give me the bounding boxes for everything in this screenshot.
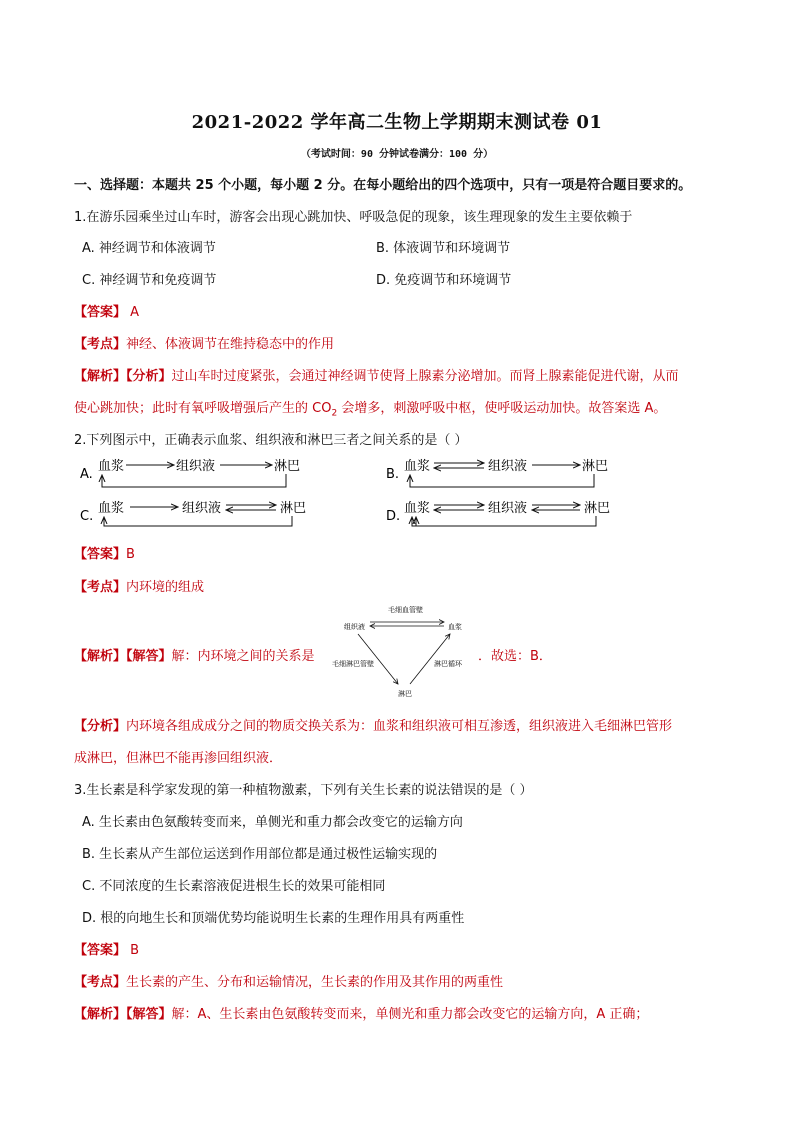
jiexi-tag: 【解析】【解答】 [74, 1007, 172, 1022]
node-plasma: 血浆 [404, 501, 431, 516]
q2-answer [74, 543, 135, 562]
node-tissue-fluid: 组织液 [488, 459, 528, 474]
label-lymph-circulation: 淋巴循环 [434, 660, 462, 668]
kaodian-tag: 【考点】 [74, 975, 127, 990]
node-plasma: 血浆 [448, 623, 462, 631]
jiexi-text-a: 使心跳加快；此时有氧呼吸增强后产生的 CO [74, 401, 332, 416]
q2-fenxi-line1 [74, 715, 672, 734]
q1-jiexi-line1 [74, 365, 679, 384]
node-lymph: 淋巴 [582, 459, 609, 474]
q2-stem: 2.下列图示中，正确表示血浆、组织液和淋巴三者之间关系的是（ ） [74, 433, 468, 448]
section-heading: 一、选择题：本题共 25 个小题，每小题 2 分。在每小题给出的四个选项中，只有一项是符合题目要求的。 [74, 178, 692, 193]
arrow [102, 474, 286, 487]
label-lymph-capillary-wall: 毛细淋巴管壁 [332, 660, 374, 668]
q1-stem: 1.在游乐园乘坐过山车时，游客会出现心跳加快、呼吸急促的现象，该生理现象的发生主要依赖于 [74, 210, 633, 225]
node-lymph: 淋巴 [398, 690, 412, 698]
diagram-b [386, 458, 608, 487]
node-tissue-fluid: 组织液 [344, 623, 365, 631]
q3-jiexi-line1 [74, 1003, 648, 1022]
q3-answer [74, 939, 139, 958]
node-lymph: 淋巴 [280, 501, 307, 516]
q1-jiexi-line2 [74, 397, 666, 419]
arrow [410, 634, 450, 684]
jiexi-tag: 【解析】【分析】 [74, 369, 172, 384]
q3-stem: 3.生长素是科学家发现的第一种植物激素，下列有关生长素的说法错误的是（ ） [74, 783, 533, 798]
q1-option-a: A. 神经调节和体液调节 [82, 241, 216, 256]
diagram-d [386, 500, 610, 526]
q1-option-c: C. 神经调节和免疫调节 [82, 273, 217, 288]
diagram-letter: A. [80, 467, 93, 482]
q3-option-a: A. 生长素由色氨酸转变而来，单侧光和重力都会改变它的运输方向 [82, 815, 463, 830]
arrow [358, 634, 398, 684]
co2-subscript: 2 [331, 408, 338, 419]
kaodian-text: 生长素的产生、分布和运输情况，生长素的作用及其作用的两重性 [126, 975, 504, 990]
answer-value: B [126, 943, 140, 958]
arrow [410, 474, 594, 487]
q2-kaodian [74, 576, 204, 595]
q1-option-b: B. 体液调节和环境调节 [376, 241, 511, 256]
node-lymph: 淋巴 [584, 501, 611, 516]
node-tissue-fluid: 组织液 [488, 501, 528, 516]
answer-tag: 【答案】 [74, 943, 127, 958]
page-title: 2021-2022 学年高二生物上学期期末测试卷 01 [191, 112, 603, 133]
kaodian-tag: 【考点】 [74, 580, 127, 595]
fenxi-text: 内环境各组成成分之间的物质交换关系为：血浆和组织液可相互渗透，组织液进入毛细淋巴管形 [126, 719, 673, 734]
kaodian-text: 内环境的组成 [126, 580, 205, 595]
answer-value: B [126, 547, 135, 562]
q3-kaodian [74, 971, 503, 990]
node-tissue-fluid: 组织液 [176, 459, 216, 474]
node-plasma: 血浆 [404, 459, 431, 474]
exam-info: （考试时间：90 分钟试卷满分：100 分） [300, 149, 494, 160]
q1-option-d: D. 免疫调节和环境调节 [376, 273, 512, 288]
arrow [104, 516, 292, 526]
q3-option-d: D. 根的向地生长和顶端优势均能说明生长素的生理作用具有两重性 [82, 911, 465, 926]
answer-tag: 【答案】 [74, 547, 127, 562]
fenxi-tag: 【分析】 [74, 719, 127, 734]
q2-jiexi-post: ．故选：B． [478, 649, 552, 664]
q1-answer [74, 301, 139, 320]
q2-diagrams [74, 452, 634, 528]
diagram-a [80, 458, 300, 487]
node-plasma: 血浆 [98, 459, 125, 474]
q2-jiexi [74, 645, 315, 664]
node-tissue-fluid: 组织液 [182, 501, 222, 516]
node-lymph: 淋巴 [274, 459, 301, 474]
kaodian-tag: 【考点】 [74, 337, 127, 352]
label-capillary-wall: 毛细血管壁 [388, 606, 423, 614]
kaodian-text: 神经、体液调节在维持稳态中的作用 [126, 337, 335, 352]
q3-option-b: B. 生长素从产生部位运送到作用部位都是通过极性运输实现的 [82, 847, 438, 862]
q1-kaodian [74, 333, 334, 352]
diagram-letter: B. [386, 467, 400, 482]
diagram-c [80, 500, 306, 526]
diagram-letter: C. [80, 509, 94, 524]
answer-value: A [126, 305, 140, 320]
q2-fenxi-line2: 成淋巴，但淋巴不能再渗回组织液． [74, 751, 283, 766]
jiexi-text: 解：内环境之间的关系是 [171, 649, 315, 664]
jiexi-text-b: 会增多，刺激呼吸中枢，使呼吸运动加快。故答案选 A。 [337, 401, 667, 416]
answer-tag: 【答案】 [74, 305, 127, 320]
diagram-letter: D. [386, 509, 401, 524]
node-plasma: 血浆 [98, 501, 125, 516]
jiexi-text: 解：A、生长素由色氨酸转变而来，单侧光和重力都会改变它的运输方向，A 正确； [171, 1007, 649, 1022]
q3-option-c: C. 不同浓度的生长素溶液促进根生长的效果可能相同 [82, 879, 386, 894]
jiexi-tag: 【解析】【解答】 [74, 649, 172, 664]
jiexi-text: 过山车时过度紧张，会通过神经调节使肾上腺素分泌增加。而肾上腺素能促进代谢，从而 [171, 369, 679, 384]
arrow [412, 516, 596, 526]
triangle-diagram [330, 602, 474, 700]
